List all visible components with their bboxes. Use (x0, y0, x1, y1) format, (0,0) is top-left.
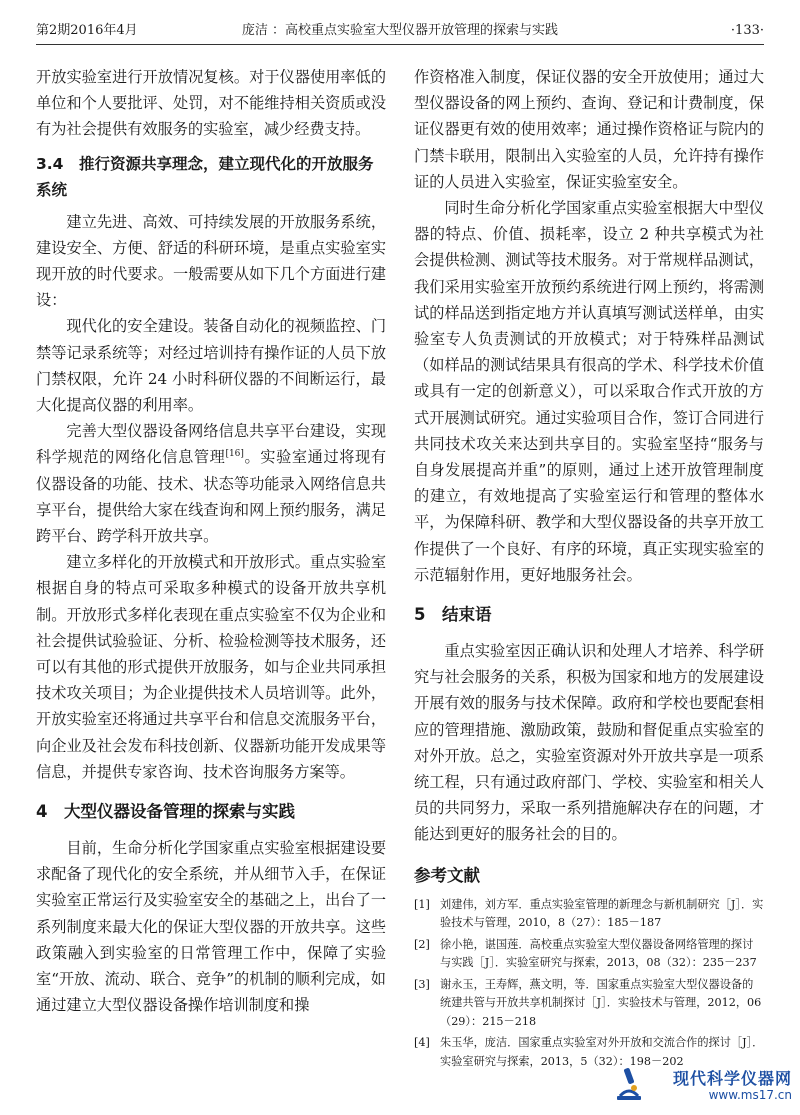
paragraph: 重点实验室因正确认识和处理人才培养、科学研究与社会服务的关系，积极为国家和地方的发展建设开展有效的服务与技术保障。政府和学校也要配套相应的管理措施、激励政策，鼓励和督促重点实验室的对外开放。总之，实验室资源对外开放共享是一项系统工程，只有通过政府部门、学校、实验室和相关人员的共同努力，采取一系列措施解决存在的问题，才能达到更好的服务社会的目的。 (414, 642, 764, 844)
reference-text: 徐小艳，谌国莲．高校重点实验室大型仪器设备网络管理的探讨与实践［J］．实验室研究与探索，2013，08（32）：235－237 (440, 937, 757, 970)
paragraph: 同时生命分析化学国家重点实验室根据大中型仪器的特点、价值、损耗率，设立 2 种共享模式为社会提供检测、测试等技术服务。对于常规样品测试，我们采用实验室开放预约系统进行网上预约，将需测试的样品送到指定地方并认真填写测试送样单，由实验室专人负责测试的开放模式；对于特殊样品测试（如样品的测试结果具有很高的学术、科学技术价值或具有一定的创新意义），可以采取合作式开放的方式开展测试研究。通过实验项目合作，签订合同进行共同技术攻关来达到共享目的。实验室坚持“服务与自身发展提高并重”的原则，通过上述开放管理制度的建立，有效地提高了实验室运行和管理的整体水平，为保障科研、教学和大型仪器设备的共享开放工作提供了一个良好、有序的环境，真正实现实验室的示范辐射作用，更好地服务社会。 (414, 199, 764, 584)
reference-text: 刘建伟，刘方军．重点实验室管理的新理念与新机制研究［J］．实验技术与管理，2010，8（27）：185－187 (440, 897, 764, 930)
reference-list (414, 896, 764, 1072)
watermark-url: www.ms17.cn (708, 1088, 792, 1102)
reference-item (414, 936, 764, 973)
paragraph (36, 418, 386, 549)
reference-number: [3] (414, 977, 430, 991)
reference-item (414, 976, 764, 1032)
reference-number: [4] (414, 1036, 430, 1050)
paragraph-text: 。实验室通过将现有仪器设备的功能、技术、状态等功能录入网络信息共享平台，提供给大家在线查询和网上预约服务，满足跨平台、跨学科开放共享。 (36, 448, 387, 546)
reference-text: 朱玉华，庞洁．国家重点实验室对外开放和交流合作的探讨［J］．实验室研究与探索，2013，5（32）：198－202 (440, 1036, 764, 1068)
watermark-name: 现代科学仪器网 (672, 1069, 792, 1088)
references-heading: 参考文献 (414, 865, 480, 885)
paragraph: 建立多样化的开放模式和开放形式。重点实验室根据自身的特点可采取多种模式的设备开放共享机制。开放形式多样化表现在重点实验室不仅为企业和社会提供试验验证、分析、检验检测等技术服务，还可以有其他的形式提供开放服务，如与企业共同承担技术攻关项目；为企业提供技术人员培训等。此外，开放实验室还将通过共享平台和信息交流服务平台，向企业及社会发布科技创新、仪器新功能开发成果等信息，并提供专家咨询、技术咨询服务方案等。 (36, 553, 386, 781)
section-heading-4: 4 大型仪器设备管理的探索与实践 (36, 802, 295, 822)
right-column (414, 64, 764, 1074)
paragraph: 作资格准入制度，保证仪器的安全开放使用；通过大型仪器设备的网上预约、查询、登记和计费制度，保证仪器更有效的使用效率；通过操作资格证与院内的门禁卡联用，限制出入实验室的人员，允许持有操作证的人员进入实验室，保证实验室安全。 (414, 68, 764, 191)
section-heading-3-4: 3.4 推行资源共享理念，建立现代化的开放服务系统 (36, 154, 374, 199)
reference-number: [1] (414, 897, 430, 911)
section-heading-5: 5 结束语 (414, 605, 492, 625)
page-number: ·133· (730, 23, 764, 38)
running-title: 庞洁 ：高校重点实验室大型仪器开放管理的探索与实践 (241, 23, 559, 38)
paragraph: 开放实验室进行开放情况复核。对于仪器使用率低的单位和个人要批评、处罚，对不能维持相关资质或没有为社会提供有效服务的实验室，减少经费支持。 (36, 68, 386, 139)
paragraph: 建立先进、高效、可持续发展的开放服务系统，建设安全、方便、舒适的科研环境，是重点实验室实现开放的时代要求。一般需要从如下几个方面进行建设： (36, 212, 386, 310)
reference-item (414, 896, 764, 933)
issue-info: 第2期2016年4月 (36, 23, 138, 38)
site-watermark (612, 1060, 792, 1108)
reference-text: 谢永玉，王寿辉，燕文明，等．国家重点实验室大型仪器设备的统建共管与开放共享机制探讨［J］．实验技术与管理，2012，06（29）：215－218 (440, 977, 762, 1028)
left-column (36, 64, 386, 1019)
reference-number: [2] (414, 937, 430, 951)
paragraph: 目前，生命分析化学国家重点实验室根据建设要求配备了现代化的安全系统，并从细节入手，在保证实验室正常运行及实验室安全的基础之上，出台了一系列制度来最大化的保证大型仪器的开放共享。这些政策融入到实验室的日常管理工作中，保障了实验室“开放、流动、联合、竞争”的机制的顺利完成，如通过建立大型仪器设备操作培训制度和操 (36, 839, 386, 1015)
microscope-icon (612, 1066, 646, 1102)
paragraph: 现代化的安全建设。装备自动化的视频监控、门禁等记录系统等；对经过培训持有操作证的人员下放门禁权限，允许 24 小时科研仪器的不间断运行，最大化提高仪器的利用率。 (36, 317, 386, 415)
running-header (36, 22, 764, 45)
citation-link[interactable]: [16] (225, 449, 244, 460)
paragraph-text: 完善大型仪器设备网络信息共享平台建设，实现科学规范的网络化信息管理 (36, 422, 386, 467)
